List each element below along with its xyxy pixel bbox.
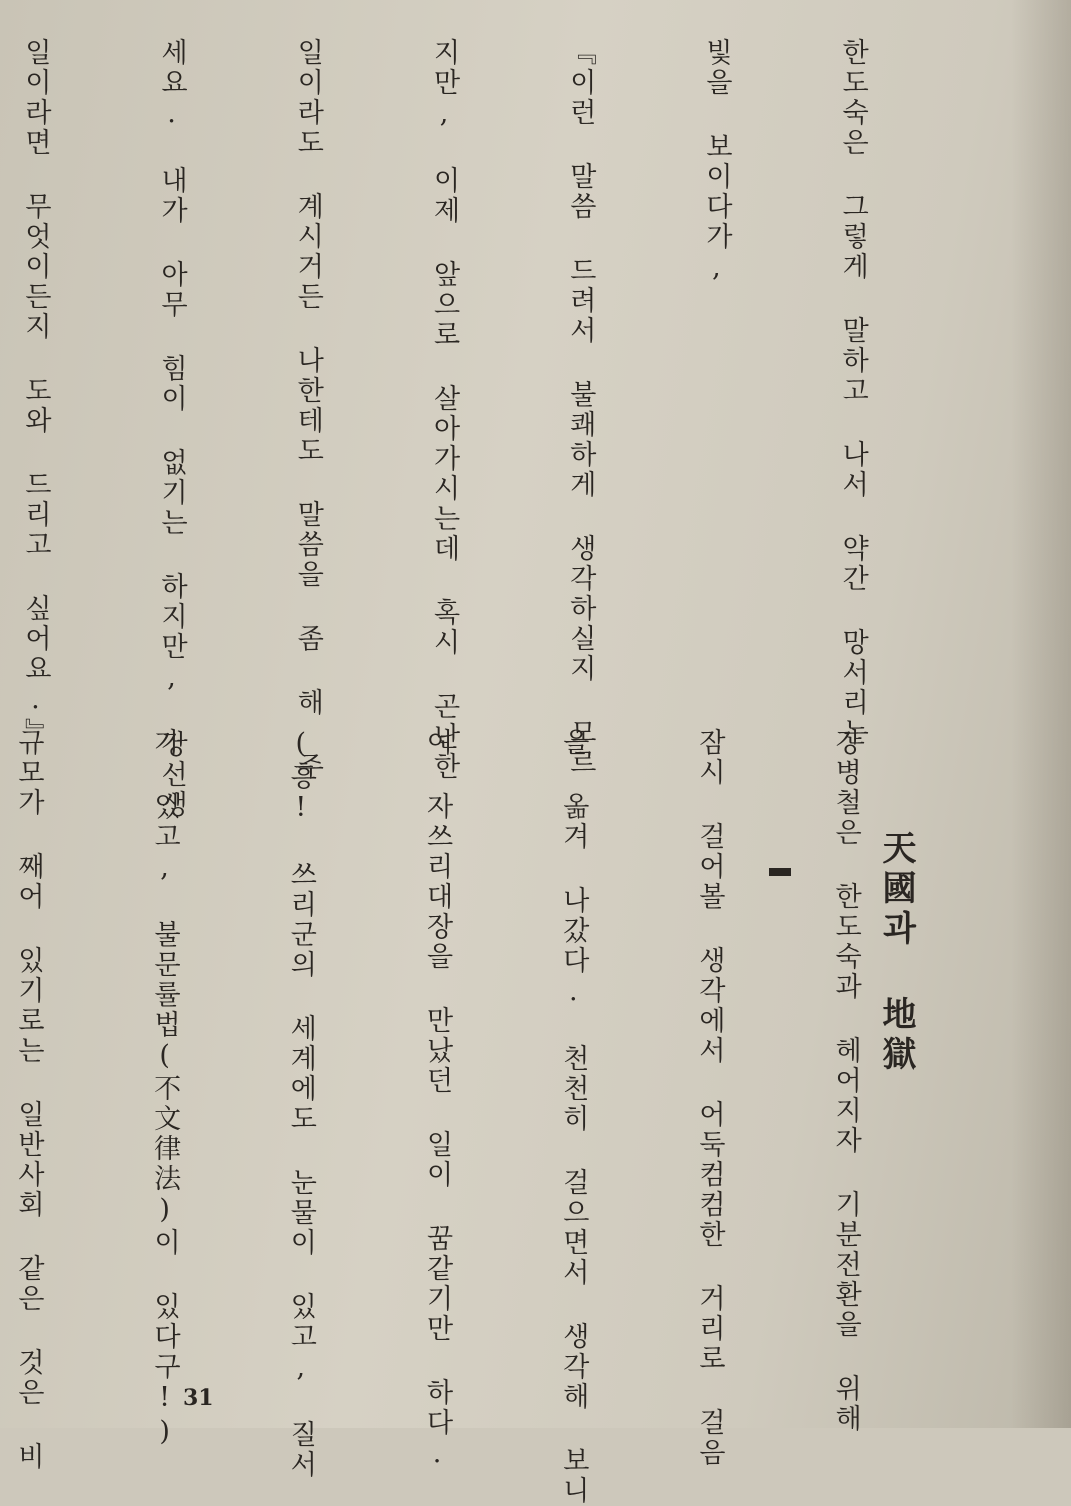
- text-column: 을 옮겨 나갔다. 천천히 걸으면서 생각해 보니: [557, 728, 589, 1506]
- text-column: (흥! 쓰리군의 세계에도 눈물이 있고, 질서: [285, 728, 317, 1480]
- text-column: 가 있고, 불문률법(不文律法)이 있다구!): [149, 728, 181, 1450]
- text-column: 세요. 내가 아무 힘이 없기는 하지만, 강선생: [156, 38, 188, 820]
- text-column: 일이라도 계시거든 나한테도 말씀을 좀 해 주: [292, 38, 324, 782]
- text-column: 지만, 이제 앞으로 살아가시는데 혹시 곤난한: [428, 38, 460, 782]
- upper-text-block: [0, 38, 966, 820]
- chapter-title: 天國과 地獄: [876, 830, 916, 1076]
- text-column: 『이런 말씀 드려서 불쾌하게 생각하실지 모르: [564, 38, 596, 778]
- page-gutter-shadow: [1011, 0, 1071, 1428]
- text-column: 한도숙은 그렇게 말하고 나서 약간 망서리는: [837, 38, 869, 748]
- text-column: 강병철은 한도숙과 헤어지자 기분전환을 위해: [830, 728, 862, 1434]
- text-column: 일이라면 무엇이든지 도와 드리고 싶어요.』: [19, 38, 51, 748]
- text-column: 잠시 걸어볼 생각에서 어둑컴컴한 거리로 걸음: [693, 728, 725, 1468]
- page-number: 31: [183, 1385, 214, 1411]
- text-column: 여 자쓰리대장을 만났던 일이 꿈같기만 하다.: [421, 728, 453, 1472]
- text-column: 규모가 째어 있기로는 일반사회 같은 것은 비: [12, 728, 44, 1472]
- text-column: 빛을 보이다가,: [700, 38, 732, 286]
